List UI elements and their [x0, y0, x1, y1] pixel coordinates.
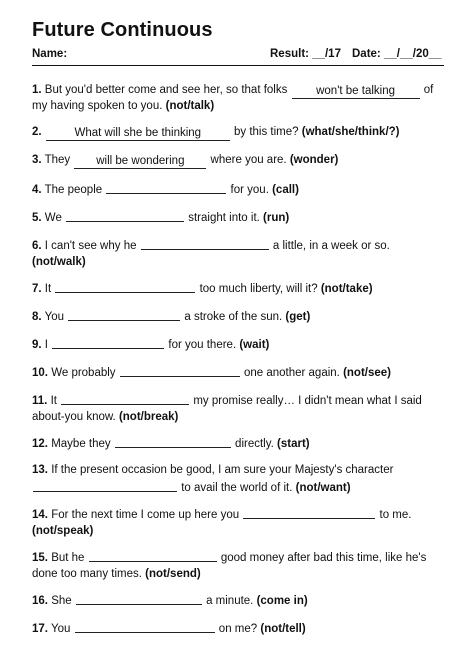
question-text: Maybe they: [51, 438, 114, 450]
question-item: [32, 307, 444, 325]
answer-blank[interactable]: [68, 308, 180, 321]
answer-blank[interactable]: [141, 237, 269, 250]
question-text: I: [44, 339, 52, 351]
answer-blank[interactable]: [75, 620, 215, 633]
answer-text: won't be talking: [316, 85, 396, 97]
date-value[interactable]: __/__/20__: [383, 48, 442, 60]
question-text: of my having spoken to you.: [32, 84, 434, 112]
question-number: 8.: [32, 311, 42, 323]
question-number: 7.: [32, 283, 42, 295]
verb-hint: (not/walk): [32, 256, 86, 268]
question-text: If the present occasion be good, I am sure your Majesty's character: [51, 464, 394, 476]
question-number: 2.: [32, 126, 42, 138]
answer-blank[interactable]: [292, 86, 420, 99]
verb-hint: (get): [285, 311, 311, 323]
question-item: [32, 279, 444, 297]
result-total: /17: [324, 48, 341, 60]
question-text: The people: [44, 184, 106, 196]
answer-blank[interactable]: [106, 181, 226, 194]
answer-blank[interactable]: [89, 549, 217, 562]
question-item: [32, 619, 444, 637]
question-text: You: [44, 311, 68, 323]
answer-blank[interactable]: [74, 156, 206, 169]
question-number: 5.: [32, 212, 42, 224]
question-number: 13.: [32, 464, 48, 476]
verb-hint: (wait): [239, 339, 270, 351]
question-text: a stroke of the sun.: [181, 311, 286, 323]
question-item: [32, 591, 444, 609]
verb-hint: (what/she/think/?): [301, 126, 400, 138]
question-number: 10.: [32, 367, 48, 379]
question-text: We: [44, 212, 66, 224]
answer-blank[interactable]: [33, 479, 177, 492]
question-item: [32, 180, 444, 198]
question-text: I can't see why he: [44, 240, 140, 252]
question-text: on me?: [215, 623, 261, 635]
question-number: 6.: [32, 240, 42, 252]
question-text: too much liberty, will it?: [196, 283, 321, 295]
question-item: [32, 152, 444, 168]
question-item: [32, 236, 444, 270]
answer-blank[interactable]: [52, 336, 164, 349]
question-text: But he: [51, 552, 88, 564]
verb-hint: (not/want): [295, 482, 351, 494]
verb-hint: (not/speak): [32, 525, 94, 537]
question-number: 1.: [32, 84, 42, 96]
answer-blank[interactable]: [115, 435, 231, 448]
verb-hint: (not/tell): [260, 623, 306, 635]
question-item: [32, 391, 444, 425]
question-text: where you are.: [207, 154, 290, 166]
question-number: 12.: [32, 438, 48, 450]
question-text: to avail the world of it.: [178, 482, 296, 494]
question-item: [32, 434, 444, 452]
question-number: 3.: [32, 154, 42, 166]
question-text: directly.: [231, 438, 278, 450]
question-text: to me.: [376, 509, 412, 521]
answer-blank[interactable]: [120, 364, 240, 377]
result-blank[interactable]: __: [312, 48, 325, 60]
question-item: [32, 82, 444, 114]
question-text: for you.: [227, 184, 273, 196]
date-label: Date:: [352, 48, 381, 60]
verb-hint: (start): [277, 438, 310, 450]
question-item: [32, 335, 444, 353]
verb-hint: (not/send): [145, 568, 201, 580]
question-item: [32, 462, 444, 496]
question-text: a minute.: [202, 595, 257, 607]
question-text: for you there.: [165, 339, 240, 351]
verb-hint: (run): [263, 212, 290, 224]
question-text: good money after bad this time, like he's done too many times.: [32, 552, 427, 580]
answer-blank[interactable]: [243, 506, 375, 519]
question-item: [32, 363, 444, 381]
answer-blank[interactable]: [76, 592, 202, 605]
question-item: [32, 124, 444, 140]
verb-hint: (not/break): [118, 411, 179, 423]
result-block: [270, 48, 341, 60]
question-text: But you'd better come and see her, so that folks: [44, 84, 291, 96]
question-text: by this time?: [230, 126, 302, 138]
answer-blank[interactable]: [66, 209, 184, 222]
question-text: They: [44, 154, 74, 166]
question-number: 16.: [32, 595, 48, 607]
verb-hint: (not/see): [343, 367, 391, 379]
question-text: straight into it.: [185, 212, 264, 224]
answer-blank[interactable]: [55, 280, 195, 293]
question-item: [32, 505, 444, 539]
answer-blank[interactable]: [46, 128, 230, 141]
question-text: one another again.: [240, 367, 344, 379]
verb-hint: (wonder): [289, 154, 339, 166]
question-number: 15.: [32, 552, 48, 564]
question-text: For the next time I come up here you: [51, 509, 243, 521]
question-item: [32, 208, 444, 226]
question-item: [32, 548, 444, 582]
question-number: 9.: [32, 339, 42, 351]
question-text: my promise really… I didn't mean what I said about-you know.: [32, 395, 422, 423]
question-number: 14.: [32, 509, 48, 521]
date-block: [352, 48, 442, 60]
question-number: 4.: [32, 184, 42, 196]
question-text: It: [50, 395, 61, 407]
verb-hint: (come in): [256, 595, 308, 607]
worksheet-title: Future Continuous: [32, 19, 213, 41]
answer-text: will be wondering: [96, 155, 185, 167]
question-number: 11.: [32, 395, 48, 407]
name-label: Name:: [32, 48, 68, 60]
answer-blank[interactable]: [61, 392, 189, 405]
question-text: We probably: [51, 367, 119, 379]
header-divider: [32, 65, 444, 66]
question-text: a little, in a week or so.: [269, 240, 390, 252]
verb-hint: (not/take): [320, 283, 373, 295]
question-number: 17.: [32, 623, 48, 635]
verb-hint: (not/talk): [165, 100, 215, 112]
result-label: Result:: [270, 48, 309, 60]
question-text: You: [51, 623, 74, 635]
question-text: She: [51, 595, 75, 607]
question-text: It: [44, 283, 55, 295]
answer-text: What will she be thinking: [74, 127, 202, 139]
verb-hint: (call): [272, 184, 299, 196]
